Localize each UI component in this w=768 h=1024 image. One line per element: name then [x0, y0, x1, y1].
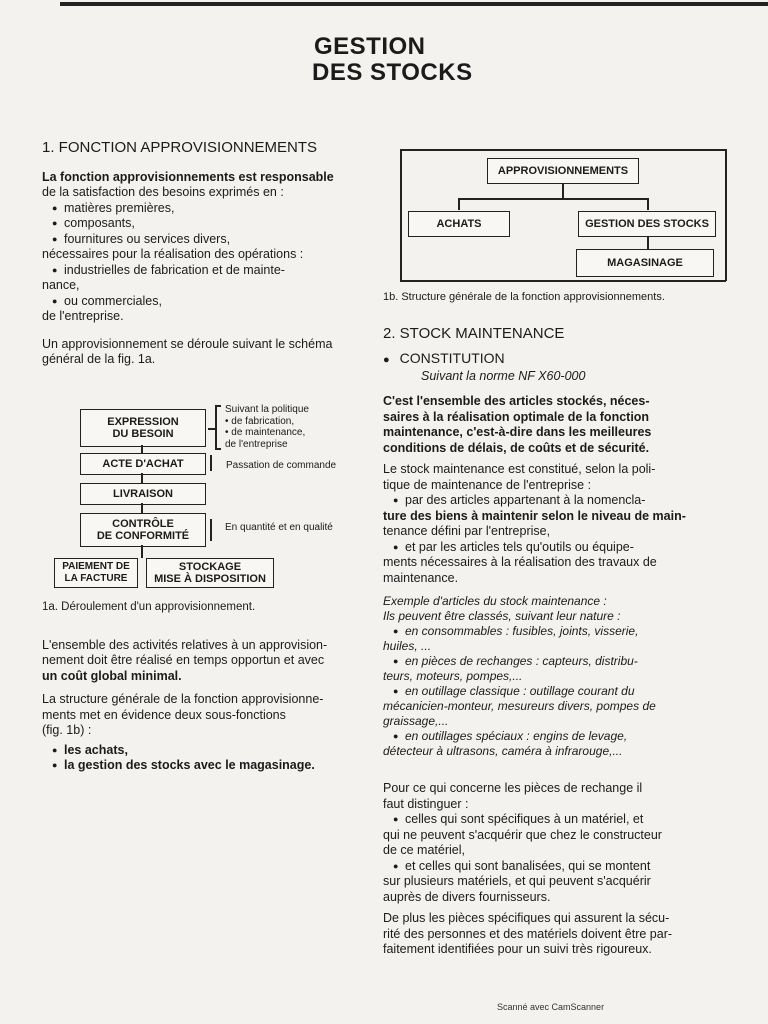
list-item — [383, 493, 713, 509]
note-text: de maintenance, — [231, 427, 306, 438]
title-line-2: DES STOCKS — [312, 59, 473, 86]
flow-box-achat: ACTE D'ACHAT — [80, 453, 206, 475]
after-list-1: nécessaires pour la réalisation des opérations : — [42, 247, 304, 261]
ex-title: Exemple d'articles du stock maintenance : — [383, 594, 607, 608]
p3l2-cont: sur plusieurs matériels, et qui peuvent s'acquérir — [383, 874, 651, 888]
left-column-lower — [42, 600, 364, 774]
flow-box-paiement: PAIEMENT DE LA FACTURE — [54, 558, 138, 588]
flow-bracket — [210, 519, 212, 541]
org-connector — [647, 237, 649, 249]
org-box-achats: ACHATS — [408, 211, 510, 237]
composition-list — [383, 493, 713, 509]
list-item: ● ou commerciales, — [42, 294, 362, 310]
note-line: de l'entreprise — [225, 438, 288, 450]
list-2-continuation: nance, — [42, 278, 80, 292]
para-2-line-1: Un approvisionnement se déroule suivant le schéma — [42, 336, 333, 351]
norm-reference: Suivant la norme NF X60-000 — [421, 368, 586, 383]
flow-bracket — [215, 405, 221, 407]
ex-cont: graissage,... — [383, 714, 449, 728]
definition-paragraph — [383, 394, 713, 456]
list-1 — [42, 201, 362, 248]
p2-line: tique de maintenance de l'entreprise : — [383, 477, 592, 492]
note-text: de fabrication, — [231, 415, 295, 427]
flow-bracket — [208, 428, 215, 430]
p3l1-cont: de ce matériel, — [383, 843, 465, 857]
note-line: • de fabrication, — [225, 415, 295, 427]
top-rule — [60, 2, 768, 6]
constitution-heading — [383, 351, 713, 369]
section-2-heading: 2. STOCK MAINTENANCE — [383, 324, 565, 342]
p4-line: De plus les pièces spécifiques qui assurent la sécu- — [383, 911, 670, 925]
list-item: ● et celles qui sont banalisées, qui se montent — [383, 859, 713, 875]
flow-note-3: En quantité et en qualité — [225, 522, 333, 533]
title-line-1: GESTION — [314, 33, 426, 60]
constitution-title: CONSTITUTION — [399, 350, 505, 366]
para-4-line-3: (fig. 1b) : — [42, 723, 92, 737]
list-item: ● en pièces de rechanges : capteurs, distribu- — [383, 654, 713, 669]
section-1-heading: 1. FONCTION APPROVISIONNEMENTS — [42, 139, 318, 156]
spare-parts-list-2 — [383, 859, 713, 875]
ex-cont: détecteur à ultrasons, caméra à infrarouge,... — [383, 744, 623, 758]
list-item: ● industrielles de fabrication et de mainte- — [42, 263, 362, 279]
p4-line: rité des personnes et des matériels doivent être par- — [383, 926, 673, 941]
examples-list — [383, 624, 713, 639]
org-connector — [458, 198, 460, 210]
p3l1-cont: qui ne peuvent s'acquérir que chez le constructeur — [383, 827, 662, 842]
examples-list — [383, 729, 713, 744]
flow-note-1 — [225, 404, 309, 450]
list-item: ● la gestion des stocks avec le magasinage. — [42, 758, 364, 774]
p4-line: faitement identifiées pour un suivi très rigoureux. — [383, 942, 652, 956]
def-line: saires à la réalisation optimale de la fonction — [383, 409, 650, 424]
ex-cont: mécanicien-monteur, mesureurs divers, pompes de — [383, 699, 656, 713]
p2l2-cont: maintenance. — [383, 570, 459, 585]
p2l2-cont: ments nécessaires à la réalisation des travaux de — [383, 555, 657, 569]
flow-connector — [141, 503, 143, 513]
after-list-2: de l'entreprise. — [42, 309, 124, 323]
para-3-line-3: un coût global minimal. — [42, 668, 182, 683]
p2l1-cont: tenance défini par l'entreprise, — [383, 524, 551, 538]
list-item: ● en outillage classique : outillage courant du — [383, 684, 713, 699]
org-box-approvisionnements: APPROVISIONNEMENTS — [487, 158, 639, 184]
ex-cont: teurs, moteurs, pompes,... — [383, 669, 523, 683]
figure-caption-1a: 1a. Déroulement d'un approvisionnement. — [42, 601, 256, 613]
para-4-line-1: La structure générale de la fonction approvisionne- — [42, 692, 324, 706]
flow-box-stockage: STOCKAGE MISE À DISPOSITION — [146, 558, 274, 588]
li-text: par des articles appartenant à la nomencla- — [405, 493, 646, 507]
bullet-icon: ● — [383, 354, 390, 366]
flow-bracket — [215, 405, 217, 449]
para-3-text: nement doit être réalisé en temps opportun et avec — [42, 653, 325, 667]
p2l1-cont: ture des biens à maintenir selon le niveau de main- — [383, 508, 686, 523]
def-line: C'est l'ensemble des articles stockés, néces- — [383, 394, 650, 408]
org-connector — [562, 184, 564, 198]
list-2b — [42, 294, 362, 310]
org-box-gestion: GESTION DES STOCKS — [578, 211, 716, 237]
list-3 — [42, 743, 364, 774]
scanner-footer: Scanné avec CamScanner — [497, 1002, 605, 1012]
def-line: conditions de délais, de coûts et de sécurité. — [383, 440, 650, 455]
org-frame — [725, 149, 727, 281]
org-frame — [400, 280, 726, 282]
list-item: ● fournitures ou services divers, — [42, 232, 362, 248]
list-item: ● et par les articles tels qu'outils ou équipe- — [383, 540, 713, 556]
org-connector — [647, 198, 649, 210]
para-3-line-2 — [42, 653, 364, 669]
composition-list-2 — [383, 540, 713, 556]
list-item: ● matières premières, — [42, 201, 362, 217]
examples-list — [383, 654, 713, 669]
flow-connector — [141, 445, 143, 453]
right-column — [383, 290, 713, 958]
def-line: maintenance, c'est-à-dire dans les meilleures — [383, 425, 652, 439]
figure-caption-1b: 1b. Structure générale de la fonction approvisionnements. — [383, 291, 665, 303]
p3l2-cont: auprès de divers fournisseurs. — [383, 889, 551, 904]
list-item: ● composants, — [42, 216, 362, 232]
p3-line: faut distinguer : — [383, 796, 469, 811]
examples-block — [383, 594, 713, 759]
para-2-line-2: général de la fig. 1a. — [42, 352, 156, 366]
flow-box-livraison: LIVRAISON — [80, 483, 206, 505]
org-frame — [400, 149, 402, 281]
para-3-line-1: L'ensemble des activités relatives à un approvision- — [42, 637, 328, 652]
spare-parts-list — [383, 812, 713, 828]
list-item: ● celles qui sont spécifiques à un matériel, et — [383, 812, 713, 828]
intro-text-1: La fonction approvisionnements est responsable — [42, 169, 334, 184]
p2-line: Le stock maintenance est constitué, selon la poli- — [383, 462, 656, 476]
note-line: Suivant la politique — [225, 404, 309, 415]
org-frame — [400, 149, 726, 151]
intro-line-1 — [42, 170, 362, 186]
flow-bracket — [210, 455, 212, 471]
flow-connector — [141, 473, 143, 483]
list-item: ● en consommables : fusibles, joints, visserie, — [383, 624, 713, 639]
list-item: ● les achats, — [42, 743, 364, 759]
page-title — [314, 34, 473, 86]
note-line: • de maintenance, — [225, 427, 306, 438]
flow-bracket — [215, 448, 221, 450]
p3-line: Pour ce qui concerne les pièces de rechange il — [383, 781, 643, 795]
ex-sub: Ils peuvent être classés, suivant leur nature : — [383, 609, 621, 623]
ex-cont: huiles, ... — [383, 639, 432, 653]
para-4-line-2: ments met en évidence deux sous-fonctions — [42, 707, 286, 722]
org-connector — [458, 198, 648, 200]
flow-box-expression: EXPRESSION DU BESOIN — [80, 409, 206, 447]
flow-note-2: Passation de commande — [226, 460, 337, 471]
left-column — [42, 140, 362, 368]
org-box-magasinage: MAGASINAGE — [576, 249, 714, 277]
list-item: ● en outillages spéciaux : engins de levage, — [383, 729, 713, 744]
flow-connector — [141, 545, 143, 558]
examples-list — [383, 684, 713, 699]
flow-box-controle: CONTRÔLE DE CONFORMITÉ — [80, 513, 206, 547]
intro-line-2: de la satisfaction des besoins exprimés en : — [42, 185, 284, 199]
list-2 — [42, 263, 362, 279]
